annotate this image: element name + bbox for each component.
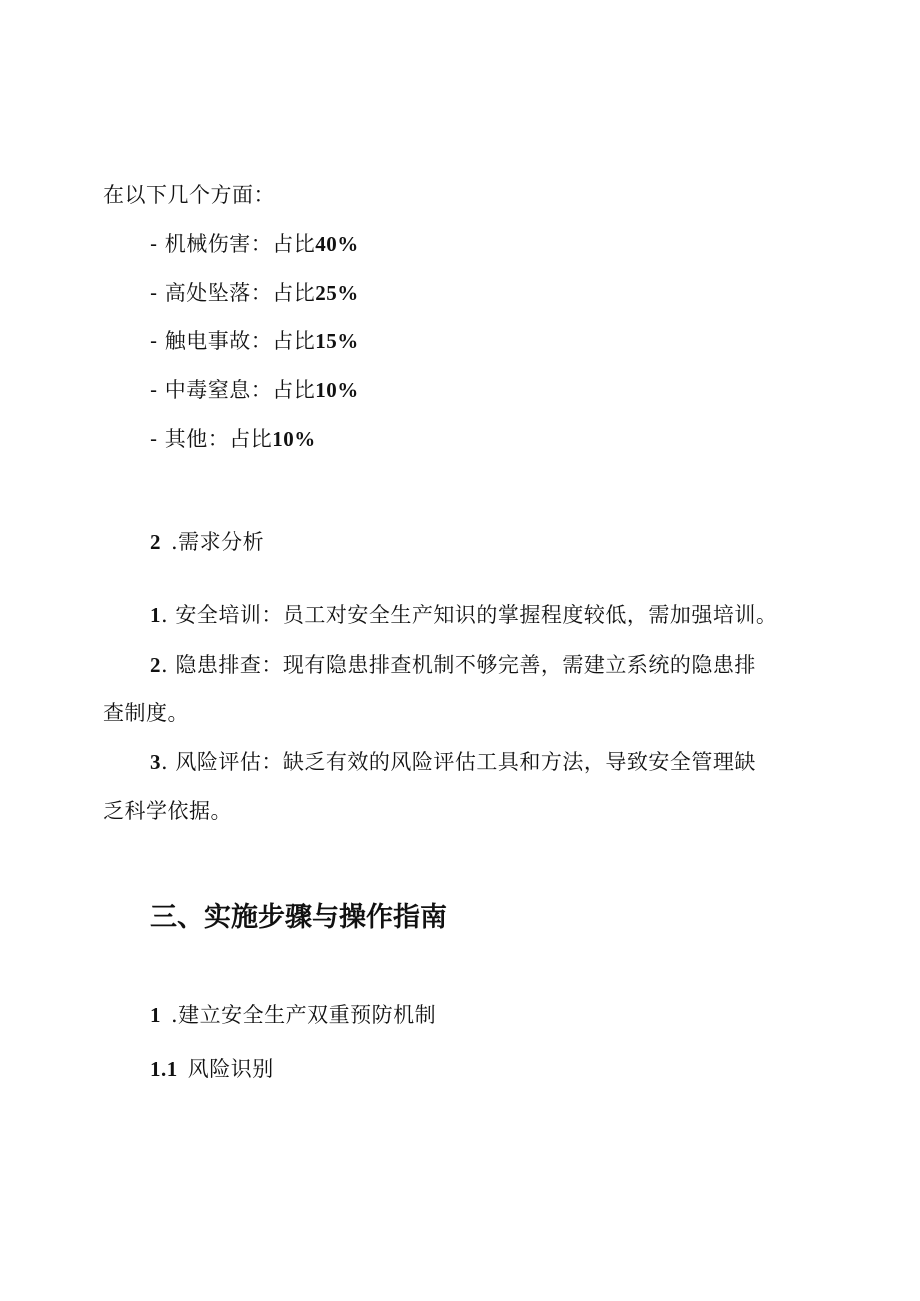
subsection-title: .建立安全生产双重预防机制 (171, 1003, 437, 1027)
need-item-risk-cont: 乏科学依据。 (103, 799, 232, 823)
subsection-heading (150, 1000, 436, 1030)
need-number: 3 (150, 750, 161, 774)
accident-name: 高处坠落： (164, 281, 273, 305)
accident-name: 触电事故： (164, 329, 273, 353)
section-title: .需求分析 (171, 530, 265, 554)
accident-label: 占比 (272, 378, 316, 402)
accident-item-electric (150, 326, 359, 356)
dash: - (150, 329, 165, 353)
need-item-hazard (150, 650, 756, 680)
accident-item-poison (150, 375, 359, 405)
accident-name: 其他： (164, 427, 230, 451)
section-number: 2 (150, 530, 161, 554)
need-item-training (150, 600, 777, 630)
accident-name: 机械伤害： (164, 232, 273, 256)
accident-label: 占比 (272, 232, 316, 256)
accident-label: 占比 (272, 281, 316, 305)
need-item-hazard-cont: 查制度。 (103, 701, 189, 725)
intro-text: 在以下几个方面： (103, 183, 275, 207)
need-number: 2 (150, 653, 161, 677)
accident-pct: 10% (315, 378, 359, 402)
dash: - (150, 378, 165, 402)
dash: - (150, 281, 165, 305)
accident-pct: 10% (272, 427, 316, 451)
accident-name: 中毒窒息： (164, 378, 273, 402)
subsubsection-heading (150, 1054, 274, 1084)
accident-item-mechanical (150, 229, 359, 259)
accident-pct: 40% (315, 232, 359, 256)
accident-label: 占比 (272, 329, 316, 353)
dash: - (150, 232, 165, 256)
accident-item-fall (150, 278, 359, 308)
subsubsection-title: 风险识别 (187, 1057, 274, 1081)
accident-pct: 25% (315, 281, 359, 305)
subsubsection-number: 1.1 (150, 1057, 178, 1081)
subsection-number: 1 (150, 1003, 161, 1027)
need-text: . 风险评估：缺乏有效的风险评估工具和方法，导致安全管理缺 (161, 750, 756, 774)
need-item-risk (150, 747, 756, 777)
accident-label: 占比 (229, 427, 273, 451)
chapter-heading: 三、实施步骤与操作指南 (150, 902, 447, 933)
need-text: . 隐患排查：现有隐患排查机制不够完善，需建立系统的隐患排 (161, 653, 756, 677)
accident-pct: 15% (315, 329, 359, 353)
section-heading-needs (150, 527, 264, 557)
need-number: 1 (150, 603, 161, 627)
accident-item-other (150, 424, 316, 454)
need-text: . 安全培训：员工对安全生产知识的掌握程度较低，需加强培训。 (161, 603, 778, 627)
dash: - (150, 427, 165, 451)
